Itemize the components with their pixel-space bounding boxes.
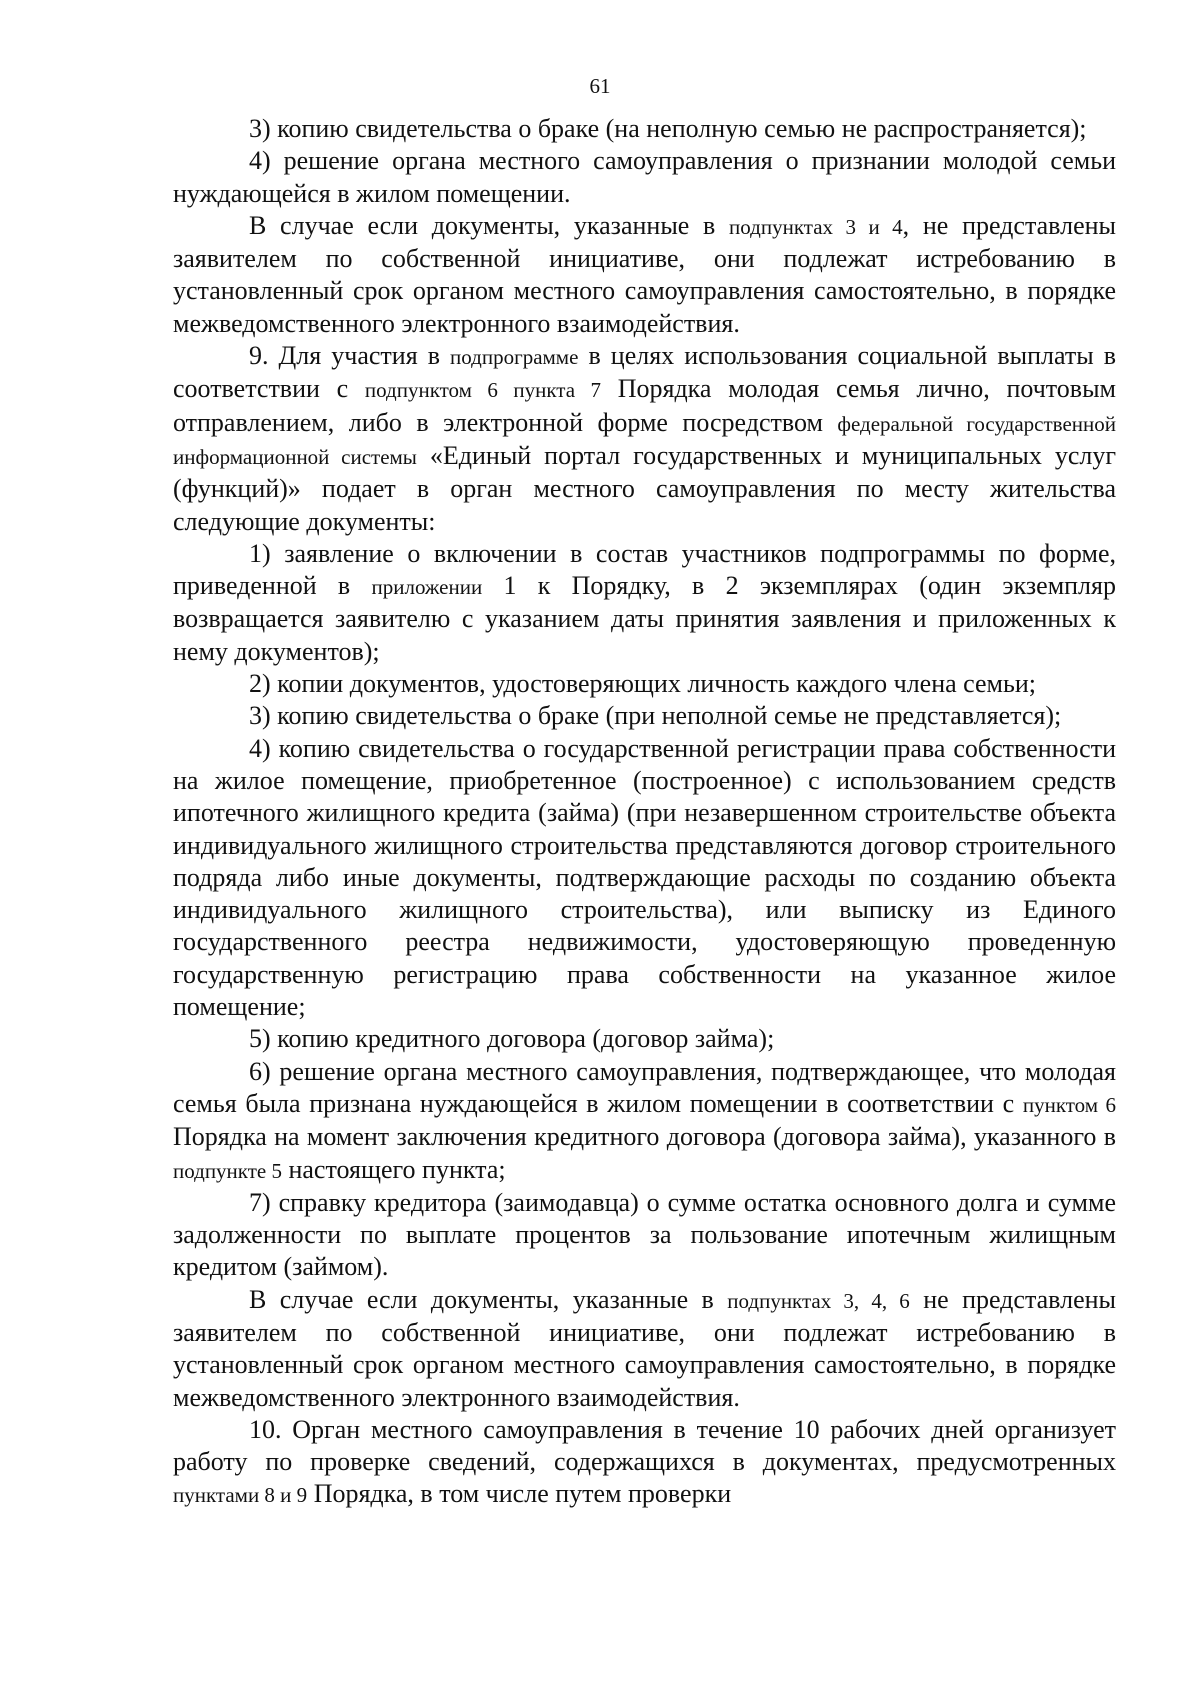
- paragraph: [173, 700, 1116, 732]
- paragraph-text: 10. Орган местного самоуправления в течение 10 рабочих дней организует работу по проверке сведений, содержащихся в документах, предусмотренных: [173, 1414, 1116, 1477]
- paragraph-text: 1 к Порядку, в 2 экземплярах (один экземпляр возвращается заявителю с указанием даты принятия заявления и приложенных к нему документов);: [173, 571, 1116, 666]
- paragraph: [173, 1414, 1116, 1512]
- paragraph-text: 4) решение органа местного самоуправления о признании молодой семьи нуждающейся в жилом помещении.: [173, 146, 1116, 208]
- paragraph-text: не представлены заявителем по собственной инициативе, они подлежат истребованию в установленный срок органом местного самоуправления самостоятельно, в порядке межведомственного электронного взаимодействия.: [173, 1284, 1116, 1412]
- paragraph-text: 1) заявление о включении в состав участников подпрограммы по форме, приведенной в: [173, 538, 1116, 601]
- paragraph: [173, 538, 1116, 668]
- paragraph-text: В случае если документы, указанные в: [249, 210, 730, 240]
- cross-reference-link[interactable]: федеральной государственной информационной системы: [173, 411, 1116, 469]
- paragraph-text: 3) копию свидетельства о браке (при неполной семье не представляется);: [249, 701, 1062, 731]
- paragraph-text: 4) копию свидетельства о государственной регистрации права собственности на жилое помещение, приобретенное (построенное) с использованием средств ипотечного жилищного кредита (займа) (при незавершенном строительстве объекта индивидуального жилищного строительства представляются договор строительного подряда либо иные документы, подтверждающие расходы по созданию объекта индивидуального жилищного строительства), или выписку из Единого государственного реестра недвижимости, удостоверяющую проведенную государственную регистрацию права собственности на указанное жилое помещение;: [173, 733, 1116, 1022]
- paragraph: [173, 1284, 1116, 1414]
- paragraph-text: 3) копию свидетельства о браке (на неполную семью не распространяется);: [249, 114, 1087, 143]
- cross-reference-link[interactable]: подпункте 5: [173, 1158, 282, 1183]
- paragraph-text: Порядка, в том числе путем проверки: [307, 1479, 732, 1509]
- paragraph: [173, 340, 1116, 538]
- cross-reference-link[interactable]: подпунктом 6 пункта 7: [364, 378, 601, 403]
- cross-reference-link[interactable]: приложении: [371, 575, 483, 600]
- paragraph: [173, 145, 1116, 210]
- paragraph: [173, 1056, 1116, 1187]
- cross-reference-link[interactable]: пунктами 8 и 9: [173, 1483, 308, 1508]
- page-number: 61: [589, 74, 611, 98]
- paragraph: [173, 113, 1116, 145]
- cross-reference-link[interactable]: пунктом 6: [1022, 1092, 1116, 1117]
- paragraph-text: 5) копию кредитного договора (договор займа);: [249, 1024, 775, 1054]
- paragraph: [173, 1187, 1116, 1284]
- paragraph-text: 9. Для участия в: [249, 341, 451, 371]
- paragraph: [173, 733, 1116, 1024]
- paragraph-text: 6) решение органа местного самоуправления, подтверждающее, что молодая семья была признана нуждающейся в жилом помещении в соответствии с: [173, 1056, 1116, 1118]
- document-text-body: [173, 113, 1116, 1512]
- paragraph-text: Порядка на момент заключения кредитного договора (договора займа), указанного в: [173, 1122, 1116, 1152]
- paragraph-text: , не представлены заявителем по собственной инициативе, они подлежат истребованию в установленный срок органом местного самоуправления самостоятельно, в порядке межведомственного электронного взаимодействия.: [173, 210, 1116, 338]
- paragraph: [173, 210, 1116, 340]
- paragraph-text: «Единый портал государственных и муниципальных услуг (функций)» подает в орган местного самоуправления по месту жительства следующие документы:: [173, 440, 1116, 536]
- cross-reference-link[interactable]: подпрограмме: [450, 345, 579, 370]
- paragraph-text: В случае если документы, указанные в: [249, 1284, 728, 1314]
- paragraph-text: настоящего пункта;: [281, 1154, 506, 1184]
- paragraph-text: 7) справку кредитора (заимодавца) о сумме остатка основного долга и сумме задолженности по выплате процентов за пользование ипотечным жилищным кредитом (займом).: [173, 1187, 1116, 1282]
- cross-reference-link[interactable]: подпунктах 3, 4, 6: [727, 1288, 910, 1313]
- paragraph-text: Порядка молодая семья лично, почтовым отправлением, либо в электронной форме посредством: [173, 374, 1117, 437]
- paragraph-text: 2) копии документов, удостоверяющих личность каждого члена семьи;: [249, 669, 1037, 699]
- paragraph: [173, 668, 1116, 700]
- paragraph: [173, 1023, 1116, 1055]
- paragraph-text: в целях использования социальной выплаты в соответствии с: [173, 341, 1116, 404]
- cross-reference-link[interactable]: подпунктах 3 и 4: [729, 214, 903, 239]
